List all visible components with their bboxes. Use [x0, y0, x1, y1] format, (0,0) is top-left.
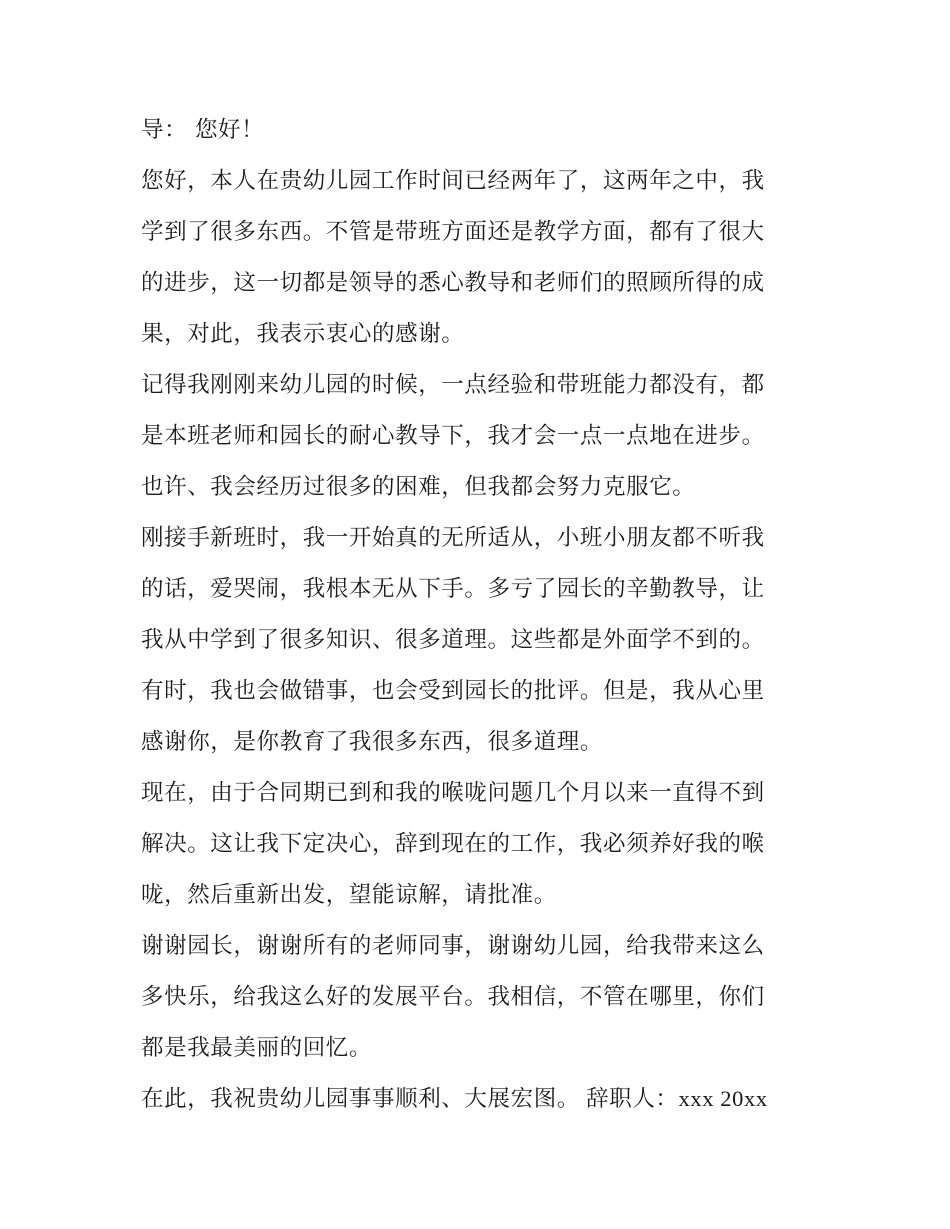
- paragraph-3-line-1: 也许、我会经历过很多的困难，但我都会努力克服它。: [141, 474, 696, 500]
- paragraph-1-line-3: 的进步，这一切都是领导的悉心教导和老师们的照顾所得的成: [141, 270, 765, 296]
- paragraph-1-line-1: 您好，本人在贵幼儿园工作时间已经两年了，这两年之中，我: [141, 168, 765, 194]
- paragraph-7-line-1: 谢谢园长，谢谢所有的老师同事，谢谢幼儿园，给我带来这么: [141, 933, 765, 959]
- letter-body: [141, 108, 821, 1128]
- paragraph-5-line-1: 有时，我也会做错事，也会受到园长的批评。但是，我从心里: [141, 678, 765, 704]
- paragraph-5-line-2: 感谢你，是你教育了我很多东西，很多道理。: [141, 729, 604, 755]
- paragraph-6-line-3: 咙，然后重新出发，望能谅解，请批准。: [141, 882, 557, 908]
- paragraph-2-line-1: 记得我刚刚来幼儿园的时候，一点经验和带班能力都没有，都: [141, 372, 765, 398]
- paragraph-7-line-3: 都是我最美丽的回忆。: [141, 1035, 373, 1061]
- paragraph-4-line-1: 刚接手新班时，我一开始真的无所适从，小班小朋友都不听我: [141, 525, 765, 551]
- paragraph-4-line-2: 的话，爱哭闹，我根本无从下手。多亏了园长的辛勤教导，让: [141, 576, 765, 602]
- closing-signoff-line: 在此，我祝贵幼儿园事事顺利、大展宏图。 辞职人：xxx 20xx: [141, 1086, 768, 1111]
- paragraph-6-line-1: 现在，由于合同期已到和我的喉咙问题几个月以来一直得不到: [141, 780, 765, 806]
- paragraph-6-line-2: 解决。这让我下定决心，辞到现在的工作，我必须养好我的喉: [141, 831, 765, 857]
- paragraph-7-line-2: 多快乐，给我这么好的发展平台。我相信，不管在哪里，你们: [141, 984, 765, 1010]
- paragraph-1-line-2: 学到了很多东西。不管是带班方面还是教学方面，都有了很大: [141, 219, 765, 245]
- paragraph-4-line-3: 我从中学到了很多知识、很多道理。这些都是外面学不到的。: [141, 627, 765, 653]
- paragraph-1-line-4: 果，对此，我表示衷心的感谢。: [141, 321, 465, 347]
- greeting-line: 导： 您好！: [141, 117, 265, 143]
- paragraph-2-line-2: 是本班老师和园长的耐心教导下，我才会一点一点地在进步。: [141, 423, 765, 449]
